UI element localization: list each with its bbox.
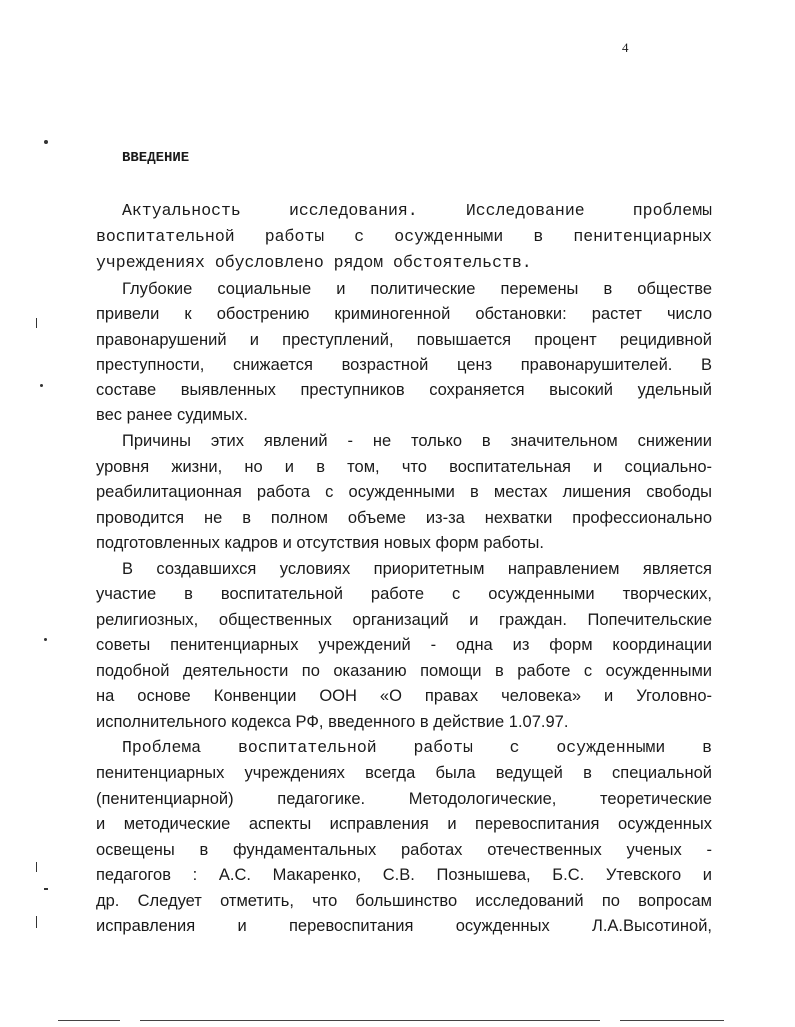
footer-rule [140, 1020, 600, 1021]
text-line: учреждениях обусловлено рядом обстоятельств. [96, 253, 532, 272]
text-line: реабилитационная работа с осужденными в местах лишения свободы [96, 483, 712, 501]
text-line: исправления и перевоспитания осужденных Л.А.Высотиной, [96, 917, 712, 935]
margin-mark [44, 888, 48, 890]
footer-rule [620, 1020, 724, 1021]
heading-introduction: ВВЕДЕНИЕ [122, 150, 190, 166]
margin-mark [36, 862, 37, 872]
text-line: освещены в фундаментальных работах отечественных ученых - [96, 841, 712, 859]
text-line: Причины этих явлений - не только в значительном снижении [122, 432, 712, 450]
text-line: подготовленных кадров и отсутствия новых форм работы. [96, 534, 544, 552]
margin-mark [36, 318, 37, 328]
text-line: (пенитенциарной) педагогике. Методологические, теоретические [96, 790, 712, 808]
text-line: на основе Конвенции ООН «О правах человека» и Уголовно- [96, 687, 712, 705]
text-line: привели к обострению криминогенной обстановки: растет число [96, 305, 712, 323]
text-line: участие в воспитательной работе с осужденными творческих, [96, 585, 712, 603]
text-line: правонарушений и преступлений, повышается процент рецидивной [96, 331, 712, 349]
text-line: воспитательной работы с осужденными в пенитенциарных [96, 227, 712, 246]
text-line: вес ранее судимых. [96, 406, 248, 424]
margin-mark [44, 140, 48, 144]
text-line: Проблема воспитательной работы с осужденными в [122, 738, 712, 757]
text-line: религиозных, общественных организаций и граждан. Попечительские [96, 611, 712, 629]
text-line: советы пенитенциарных учреждений - одна из форм координации [96, 636, 712, 654]
text-line: В создавшихся условиях приоритетным направлением является [122, 560, 712, 578]
text-line: исполнительного кодекса РФ, введенного в действие 1.07.97. [96, 713, 569, 731]
text-line: проводится не в полном объеме из-за нехватки профессионально [96, 509, 712, 527]
text-line: Глубокие социальные и политические перемены в обществе [122, 280, 712, 298]
text-line: педагогов : А.С. Макаренко, С.В. Познышева, Б.С. Утевского и [96, 866, 712, 884]
margin-mark [44, 638, 47, 641]
text-line: др. Следует отметить, что большинство исследований по вопросам [96, 892, 712, 910]
text-line: уровня жизни, но и в том, что воспитательная и социально- [96, 458, 712, 476]
text-line: составе выявленных преступников сохраняется высокий удельный [96, 381, 712, 399]
page-number: 4 [622, 40, 629, 55]
text-line: подобной деятельности по оказанию помощи в работе с осужденными [96, 662, 712, 680]
text-line: и методические аспекты исправления и перевоспитания осужденных [96, 815, 712, 833]
text-line: преступности, снижается возрастной ценз правонарушителей. В [96, 356, 712, 374]
margin-mark [40, 384, 43, 387]
margin-mark [36, 916, 37, 928]
text-line: Актуальность исследования. Исследование проблемы [122, 201, 712, 220]
footer-rule [58, 1020, 120, 1021]
text-line: пенитенциарных учреждениях всегда была ведущей в специальной [96, 764, 712, 782]
